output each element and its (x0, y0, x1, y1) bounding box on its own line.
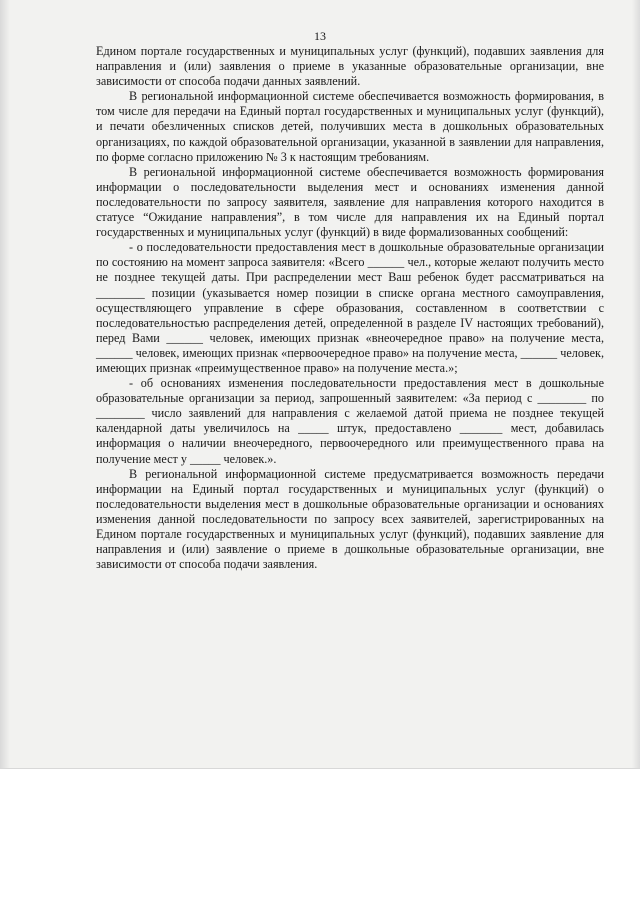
paragraph-sequence-message: - о последовательности предоставления мест в дошкольные образовательные организации по состоянию на момент запроса заявителя: «Всего ______ чел., которые желают получить место не позднее текущей даты. При распределении мест Ваш ребенок будет рассматриваться на ________ позиции (указывается номер позиции в списке органа местного самоуправления, осуществляющего управление в сфере образования, составленном в соответствии с последовательностью распределения детей, определенной в разделе IV настоящих требований), перед Вами ______ человек, имеющих признак «внеочередное право» на получение места, ______ человек, имеющих признак «первоочередное право» на получение места, ______ человек, имеющих признак «преимущественное право» на получение места.»; (96, 240, 604, 375)
paragraph-lists-of-children: В региональной информационной системе обеспечивается возможность формирования, в том числе для передачи на Единый портал государственных и муниципальных услуг (функций), и печати обезличенных списков детей, получивших места в дошкольных образовательных организациях, по каждой образовательной организации, указанной в заявлении для направления, по форме согласно приложению № 3 к настоящим требованиям. (96, 89, 604, 164)
paragraph-sequence-information: В региональной информационной системе обеспечивается возможность формирования информации о последовательности выделения мест и основаниях изменения данной последовательности по запросу заявителя, заявление для направления которого находится в статусе “Ожидание направления”, в том числе для направления их на Единый портал государственных и муниципальных услуг (функций) в виде формализованных сообщений: (96, 164, 604, 240)
paragraph-change-reasons-message: - об основаниях изменения последовательности предоставления мест в дошкольные образовательные организации за период, запрошенный заявителем: «За период с ________ по ________ число заявлений для направления с желаемой датой приема не позднее текущей календарной даты увеличилось на _____ штук, предоставлено _______ мест, добавилась информация о наличии внеочередного, первоочередного или преимущественного права на получение мест у _____ человек.». (96, 376, 604, 466)
paragraph-continuation: Едином портале государственных и муниципальных услуг (функций), подавших заявления для направления и (или) заявления о приеме в указанные образовательные организации, вне зависимости от способа подачи данных заявлений. (96, 44, 604, 89)
document-body (96, 44, 604, 572)
paragraph-all-applicants: В региональной информационной системе предусматривается возможность передачи информации на Единый портал государственных и муниципальных услуг (функций) о последовательности выделения мест в дошкольные образовательные организации и основаниях изменения данной последовательности по запросу всех заявителей, зарегистрированных на Едином портале государственных и муниципальных услуг (функций), подавших заявление для направления и (или) заявление о приеме в дошкольные образовательные организации, вне зависимости от способа подачи заявления. (96, 466, 604, 572)
page-number: 13 (314, 29, 326, 43)
blank-margin (0, 769, 640, 905)
